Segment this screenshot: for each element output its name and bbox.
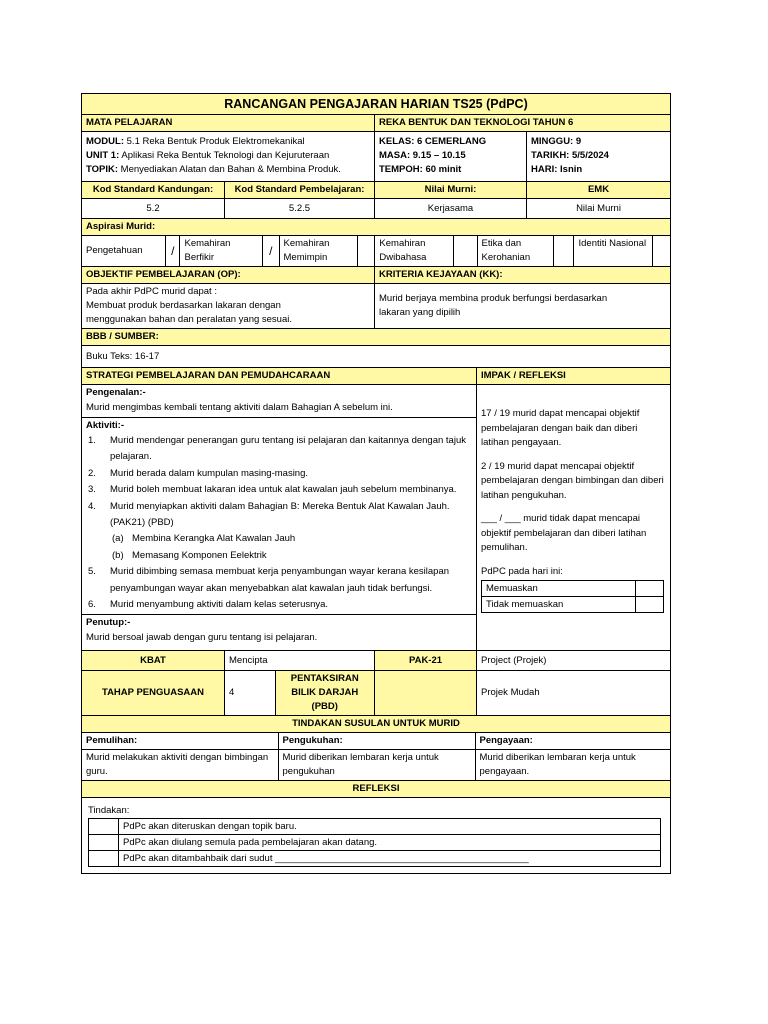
kriteria-line: Murid berjaya membina produk berfungsi berdasarkan <box>379 293 608 304</box>
impak-content <box>477 385 671 651</box>
lesson-plan-table <box>81 93 671 874</box>
kelas-text: KELAS: 6 CEMERLANG <box>379 136 487 147</box>
unit-label: UNIT 1: <box>86 150 120 161</box>
list-item: 4. Murid menyiapkan aktiviti dalam Bahagian B: Mereka Bentuk Alat Kawalan Jauh. (PAK21) (PBD) (a) Membina Kerangka Alat Kawalan Jauh (b) Memasang Komponen Eelektrik <box>86 499 472 565</box>
objektif-line: menggunakan bahan dan peralatan yang sesuai. <box>86 314 292 325</box>
impak-p2: 2 / 19 murid dapat mencapai objektif pembelajaran dengan bimbingan dan diberi latihan pengukuhan. <box>481 460 664 501</box>
bbb-value: Buku Teks: 16-17 <box>82 346 671 368</box>
mata-pelajaran-value: REKA BENTUK DAN TEKNOLOGI TAHUN 6 <box>375 115 671 132</box>
module-info-block <box>82 132 375 182</box>
pak21-label: PAK-21 <box>375 651 477 671</box>
class-info-block <box>375 132 527 182</box>
pengukuhan-label: Pengukuhan: <box>278 733 475 750</box>
standard-pembelajaran-value: 5.2.5 <box>225 199 375 219</box>
list-item: 5. Murid dibimbing semasa membuat kerja penyambungan wayar kerana kesilapan penyambungan wayar akan menyebabkan alat kawalan jauh tidak berfungsi. <box>88 566 450 594</box>
impak-p1: 17 / 19 murid dapat mencapai objektif pembelajaran dengan baik dan diberi latihan pengayaan. <box>481 408 640 448</box>
page-title: RANCANGAN PENGAJARAN HARIAN TS25 (PdPC) <box>82 94 671 115</box>
kriteria-line: lakaran yang dipilih <box>379 307 461 318</box>
option-memuaskan: Memuaskan <box>482 581 636 597</box>
refleksi-content <box>82 798 671 874</box>
masa-text: MASA: 9.15 – 10.15 <box>379 150 466 161</box>
objektif-label: OBJEKTIF PEMBELAJARAN (OP): <box>82 267 375 284</box>
pdpc-options-table <box>481 580 664 613</box>
standard-pembelajaran-header: Kod Standard Pembelajaran: <box>225 182 375 199</box>
tahap-value: 4 <box>229 687 235 699</box>
list-item: 2. Murid berada dalam kumpulan masing-masing. <box>88 467 309 479</box>
standard-kandungan-value: 5.2 <box>82 199 225 219</box>
aktiviti-label: Aktiviti:- <box>86 420 124 431</box>
bbb-label: BBB / SUMBER: <box>82 329 671 346</box>
sub-item-a: (a) Membina Kerangka Alat Kawalan Jauh <box>112 533 296 545</box>
aspirasi-pengetahuan: Pengetahuan <box>82 236 166 266</box>
strategi-content <box>82 385 477 651</box>
minggu-text: MINGGU: 9 <box>531 136 582 147</box>
pengenalan-text: Murid mengimbas kembali tentang aktiviti dalam Bahagian A sebelum ini. <box>86 402 393 413</box>
pdpc-label: PdPC pada hari ini: <box>481 565 563 577</box>
refleksi-item-1: PdPc akan diteruskan dengan topik baru. <box>119 819 661 835</box>
tindakan-label: TINDAKAN SUSULAN UNTUK MURID <box>82 716 671 733</box>
hari-text: HARI: Isnin <box>531 164 583 175</box>
aspirasi-dwibahasa-box <box>453 236 477 266</box>
pak21-value: Project (Projek) <box>477 651 671 671</box>
option-tidak-memuaskan: Tidak memuaskan <box>482 597 636 613</box>
pengayaan-label: Pengayaan: <box>475 733 671 750</box>
objektif-line: Pada akhir PdPC murid dapat : <box>86 286 217 297</box>
tahap-pbd-cell <box>225 671 375 716</box>
refleksi-box-3[interactable] <box>89 851 119 867</box>
penutup-label: Penutup:- <box>86 617 131 629</box>
tempoh-text: TEMPOH: 60 minit <box>379 164 462 175</box>
emk-header: EMK <box>527 182 671 199</box>
nilai-murni-header: Nilai Murni: <box>375 182 527 199</box>
aspirasi-berfikir: Kemahiran Berfikir <box>180 236 263 266</box>
list-item: 1. Murid mendengar penerangan guru tentang isi pelajaran dan kaitannya dengan tajuk pelajaran. <box>88 435 466 463</box>
refleksi-item-2: PdPc akan diulang semula pada pembelajaran akan datang. <box>119 835 661 851</box>
pengayaan-text: Murid diberikan lembaran kerja untuk pengayaan. <box>475 750 671 781</box>
strategi-label: STRATEGI PEMBELAJARAN DAN PEMUDAHCARAAN <box>82 368 477 385</box>
objektif-content <box>82 284 375 329</box>
aspirasi-etika-box <box>553 236 574 266</box>
list-item: 3. Murid boleh membuat lakaran idea untuk alat kawalan jauh sebelum membinanya. <box>88 484 457 496</box>
pemulihan-label: Pemulihan: <box>82 733 278 750</box>
objektif-line: Membuat produk berdasarkan lakaran dengan <box>86 300 281 311</box>
topik-value: Menyediakan Alatan dan Bahan & Membina Produk. <box>120 164 341 175</box>
penutup-text: Murid bersoal jawab dengan guru tentang isi pelajaran. <box>86 632 318 644</box>
impak-label: IMPAK / REFLEKSI <box>477 368 671 385</box>
refleksi-box-2[interactable] <box>89 835 119 851</box>
sub-item-b: (b) Memasang Komponen Eelektrik <box>112 549 267 561</box>
emk-value: Nilai Murni <box>527 199 671 219</box>
option-memuaskan-box[interactable] <box>636 581 664 597</box>
aspirasi-row <box>82 236 671 267</box>
modul-label: MODUL: <box>86 136 124 147</box>
pengenalan-label: Pengenalan:- <box>86 387 146 398</box>
aspirasi-memimpin: Kemahiran Memimpin <box>279 236 357 266</box>
mata-pelajaran-label: MATA PELAJARAN <box>82 115 375 132</box>
aspirasi-dwibahasa: Kemahiran Dwibahasa <box>375 236 453 266</box>
date-info-block <box>527 132 671 182</box>
tarikh-text: TARIKH: 5/5/2024 <box>531 150 609 161</box>
impak-p3: ___ / ___ murid tidak dapat mencapai objektif pembelajaran dan diberi latihan pemulihan. <box>481 513 647 553</box>
aspirasi-etika: Etika dan Kerohanian <box>477 236 553 266</box>
refleksi-tindakan-label: Tindakan: <box>88 805 130 817</box>
tindakan-row <box>82 733 671 781</box>
topik-label: TOPIK: <box>86 164 119 175</box>
pbd-label: PENTAKSIRAN BILIK DARJAH (PBD) <box>275 671 374 715</box>
refleksi-options-table <box>88 818 661 867</box>
aspirasi-pengetahuan-mark: / <box>166 236 180 266</box>
lesson-plan-sheet <box>81 93 670 874</box>
refleksi-item-3: PdPc akan ditambahbaik dari sudut ________________________________________________ <box>119 851 661 867</box>
pengukuhan-text: Murid diberikan lembaran kerja untuk pengukuhan <box>278 750 475 781</box>
kriteria-label: KRITERIA KEJAYAAN (KK): <box>375 267 671 284</box>
refleksi-label: REFLEKSI <box>82 781 671 798</box>
nilai-murni-value: Kerjasama <box>375 199 527 219</box>
aspirasi-label: Aspirasi Murid: <box>82 219 671 236</box>
option-tidak-memuaskan-box[interactable] <box>636 597 664 613</box>
list-item: 6. Murid menyambung aktiviti dalam kelas seterusnya. <box>88 599 329 611</box>
standard-kandungan-header: Kod Standard Kandungan: <box>82 182 225 199</box>
pemulihan-text: Murid melakukan aktiviti dengan bimbingan guru. <box>82 750 278 781</box>
kbat-value: Mencipta <box>225 651 375 671</box>
aspirasi-identiti-box <box>652 236 670 266</box>
modul-value: 5.1 Reka Bentuk Produk Elektromekanikal <box>126 136 305 147</box>
tahap-label: TAHAP PENGUASAAN <box>82 671 225 716</box>
unit-value: Aplikasi Reka Bentuk Teknologi dan Kejuruteraan <box>121 150 330 161</box>
kbat-label: KBAT <box>82 651 225 671</box>
kriteria-content <box>375 284 671 329</box>
refleksi-box-1[interactable] <box>89 819 119 835</box>
pbd-value: Projek Mudah <box>477 671 671 716</box>
aspirasi-berfikir-mark: / <box>263 236 280 266</box>
aspirasi-table <box>82 236 670 266</box>
aktiviti-list <box>86 433 472 613</box>
aspirasi-identiti: Identiti Nasional <box>574 236 652 266</box>
aspirasi-memimpin-box <box>357 236 375 266</box>
pbd-label-ext <box>375 671 477 716</box>
